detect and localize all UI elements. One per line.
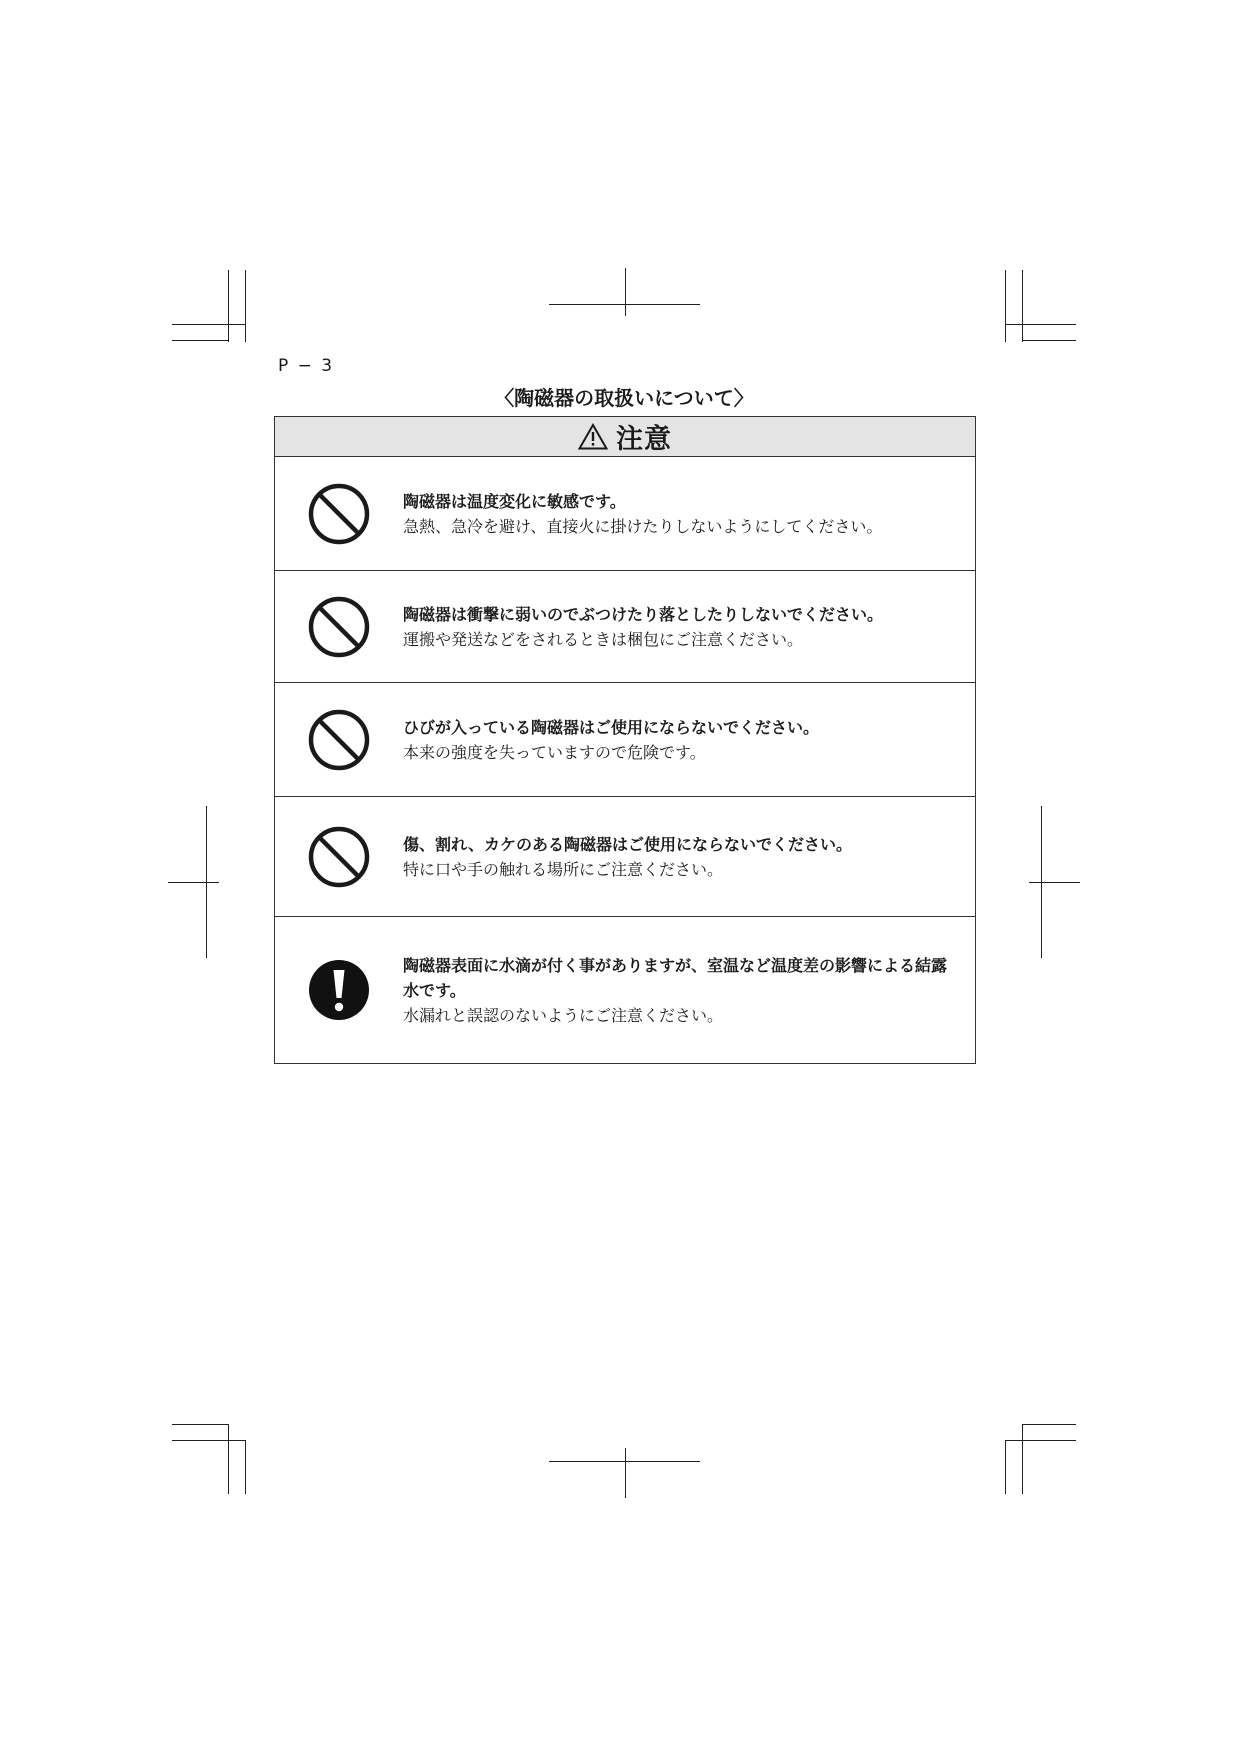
caution-detail: 本来の強度を失っていますので危険です。: [403, 742, 706, 762]
crop-mark: [245, 270, 246, 342]
crop-mark: [1005, 1440, 1076, 1441]
crop-mark: [228, 1424, 229, 1494]
caution-detail: 急熱、急冷を避け、直接火に掛けたりしないようにしてください。: [403, 516, 883, 536]
caution-table: [274, 416, 976, 1064]
crop-mark: [172, 324, 246, 325]
page-number: P − 3: [278, 356, 335, 376]
caution-row: [275, 457, 975, 571]
caution-row: [275, 571, 975, 683]
prohibition-icon: [307, 482, 371, 546]
caution-detail: 特に口や手の触れる場所にご注意ください。: [403, 859, 724, 879]
row-icon-cell: [275, 958, 403, 1022]
caution-headline: 陶磁器表面に水滴が付く事がありますが、室温など温度差の影響による結露水です。: [403, 955, 948, 1000]
row-icon-cell: [275, 825, 403, 889]
caution-headline: 陶磁器は温度変化に敏感です。: [403, 491, 626, 511]
caution-row: [275, 797, 975, 917]
row-text: [403, 602, 975, 652]
exclamation-icon: [307, 958, 371, 1022]
caution-headline: ひびが入っている陶磁器はご使用にならないでください。: [403, 717, 820, 737]
row-text: [403, 715, 975, 765]
crop-mark: [228, 270, 229, 342]
caution-header: [275, 417, 975, 457]
row-text: [403, 953, 975, 1028]
row-icon-cell: [275, 708, 403, 772]
crop-mark: [1022, 340, 1076, 341]
caution-row: [275, 683, 975, 797]
row-text: [403, 489, 975, 539]
register-mark: [625, 1448, 626, 1498]
crop-mark: [1022, 1424, 1023, 1494]
crop-mark: [1022, 270, 1023, 342]
caution-detail: 水漏れと誤認のないようにご注意ください。: [403, 1005, 724, 1025]
register-mark: [1029, 882, 1080, 883]
row-icon-cell: [275, 482, 403, 546]
crop-mark: [1005, 324, 1076, 325]
crop-mark: [1005, 1440, 1006, 1494]
crop-mark: [1005, 270, 1006, 342]
warning-triangle-icon: [578, 423, 608, 450]
crop-mark: [1022, 1424, 1076, 1425]
caution-headline: 陶磁器は衝撃に弱いのでぶつけたり落としたりしないでください。: [403, 604, 884, 624]
caution-headline: 傷、割れ、カケのある陶磁器はご使用にならないでください。: [403, 834, 852, 854]
crop-mark: [172, 1424, 228, 1425]
row-text: [403, 832, 975, 882]
caution-header-label: 注意: [616, 424, 672, 455]
crop-mark: [172, 340, 228, 341]
row-icon-cell: [275, 595, 403, 659]
crop-mark: [172, 1440, 246, 1441]
register-mark: [168, 882, 219, 883]
prohibition-icon: [307, 708, 371, 772]
caution-detail: 運搬や発送などをされるときは梱包にご注意ください。: [403, 629, 804, 649]
section-title: 〈陶磁器の取扱いについて〉: [494, 386, 754, 410]
caution-row: [275, 917, 975, 1063]
crop-mark: [245, 1440, 246, 1494]
prohibition-icon: [307, 825, 371, 889]
register-mark: [625, 268, 626, 316]
prohibition-icon: [307, 595, 371, 659]
